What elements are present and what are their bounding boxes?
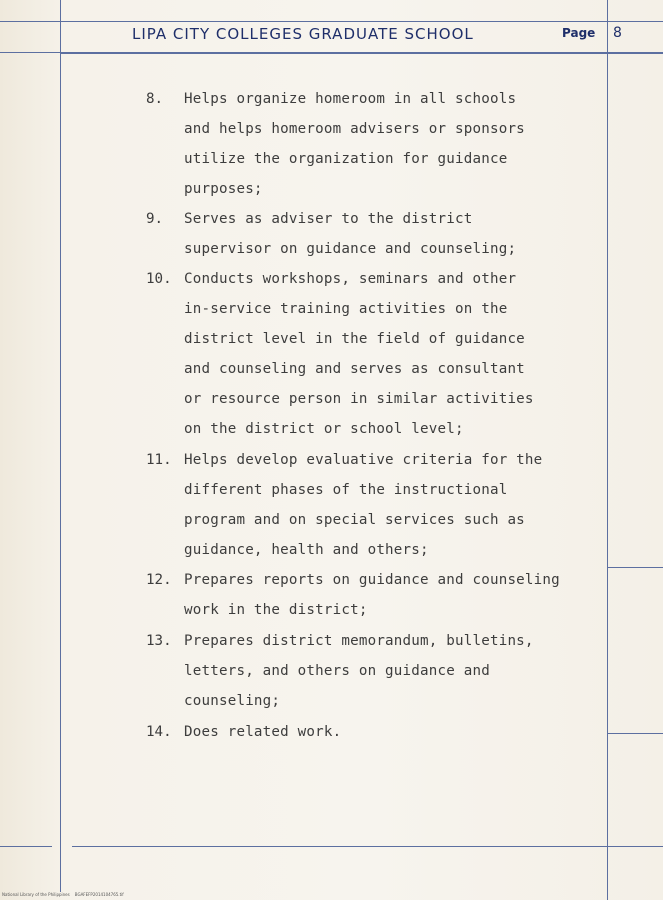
page-label: Page [562, 26, 596, 40]
item-line: letters, and others on guidance and [184, 663, 490, 679]
footer-rule [72, 846, 663, 847]
item-line: and counseling and serves as consultant [184, 361, 525, 377]
item-number: 9. [146, 211, 164, 227]
right-rule-2 [607, 733, 663, 734]
item-line: Helps organize homeroom in all schools [184, 91, 517, 107]
item-line: program and on special services such as [184, 512, 525, 528]
item-line: on the district or school level; [184, 421, 464, 437]
left-rule-upper [0, 52, 60, 53]
item-number: 14. [146, 724, 172, 740]
page-column-rule [607, 0, 608, 900]
item-number: 13. [146, 633, 172, 649]
footer-rule-left [0, 846, 52, 847]
item-line: district level in the field of guidance [184, 331, 525, 347]
item-line: Prepares reports on guidance and counseling [184, 572, 560, 588]
item-line: or resource person in similar activities [184, 391, 534, 407]
item-line: purposes; [184, 181, 263, 197]
scan-footer: National Library of the Philippines BGAFEFP2014104765.tif [2, 892, 124, 897]
left-margin-rule [60, 0, 61, 892]
top-rule [0, 21, 663, 22]
item-line: supervisor on guidance and counseling; [184, 241, 517, 257]
item-number: 8. [146, 91, 164, 107]
item-line: guidance, health and others; [184, 542, 429, 558]
item-line: Serves as adviser to the district [184, 211, 473, 227]
right-rule-1 [607, 567, 663, 568]
page-number: 8 [613, 25, 622, 41]
item-number: 12. [146, 572, 172, 588]
page-title: LIPA CITY COLLEGES GRADUATE SCHOOL [132, 25, 474, 43]
item-line: different phases of the instructional [184, 482, 508, 498]
item-line: utilize the organization for guidance [184, 151, 508, 167]
item-line: in-service training activities on the [184, 301, 508, 317]
item-line: and helps homeroom advisers or sponsors [184, 121, 525, 137]
item-line: Conducts workshops, seminars and other [184, 271, 517, 287]
item-line: Helps develop evaluative criteria for the [184, 452, 543, 468]
header-bottom-rule [60, 52, 663, 54]
item-number: 10. [146, 271, 172, 287]
item-line: counseling; [184, 693, 281, 709]
item-line: Does related work. [184, 724, 342, 740]
item-line: Prepares district memorandum, bulletins, [184, 633, 534, 649]
item-line: work in the district; [184, 602, 368, 618]
item-number: 11. [146, 452, 172, 468]
